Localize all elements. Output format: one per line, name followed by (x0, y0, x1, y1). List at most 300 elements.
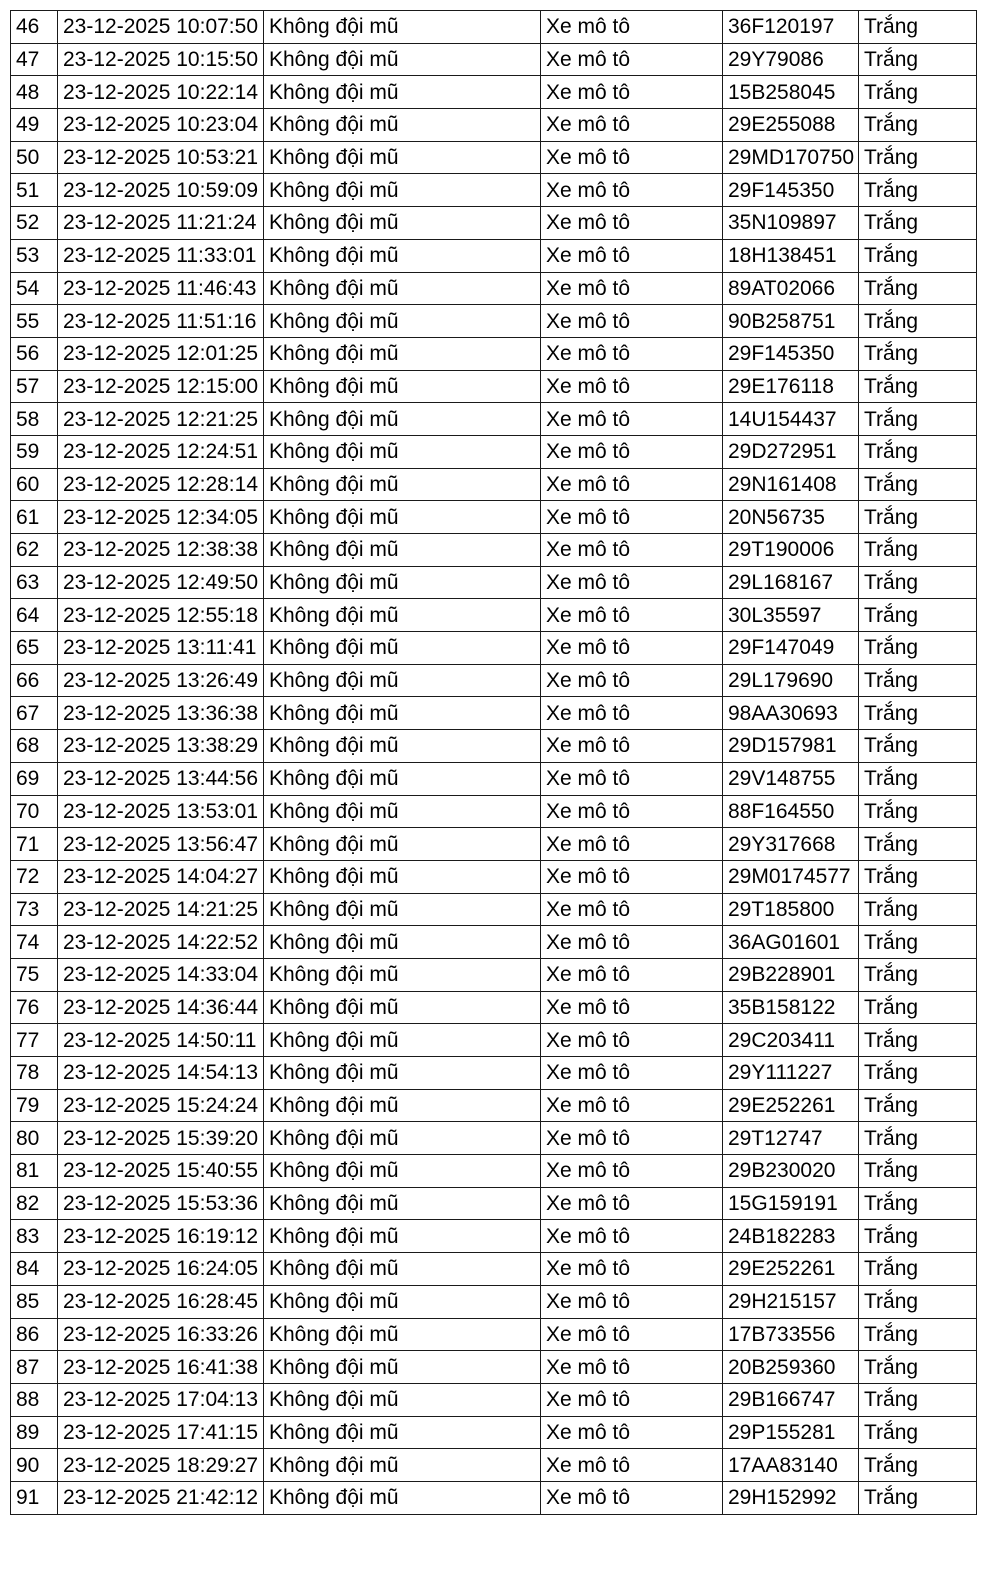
violation-cell: Không đội mũ (264, 1351, 541, 1384)
license-plate-cell: 29L168167 (723, 566, 859, 599)
table-row (11, 1024, 977, 1057)
license-plate-cell: 36F120197 (723, 11, 859, 44)
license-plate-cell: 29H152992 (723, 1481, 859, 1514)
plate-color-cell: Trắng (859, 1253, 977, 1286)
row-number-cell: 91 (11, 1481, 58, 1514)
table-row (11, 534, 977, 567)
timestamp-cell: 23-12-2025 11:46:43 (58, 272, 264, 305)
row-number-cell: 85 (11, 1285, 58, 1318)
row-number-cell: 50 (11, 141, 58, 174)
license-plate-cell: 17AA83140 (723, 1449, 859, 1482)
plate-color-cell: Trắng (859, 828, 977, 861)
violation-cell: Không đội mũ (264, 305, 541, 338)
table-row (11, 337, 977, 370)
vehicle-type-cell: Xe mô tô (541, 599, 723, 632)
row-number-cell: 88 (11, 1383, 58, 1416)
timestamp-cell: 23-12-2025 13:56:47 (58, 828, 264, 861)
row-number-cell: 83 (11, 1220, 58, 1253)
vehicle-type-cell: Xe mô tô (541, 1155, 723, 1188)
plate-color-cell: Trắng (859, 1089, 977, 1122)
violation-cell: Không đội mũ (264, 632, 541, 665)
plate-color-cell: Trắng (859, 1187, 977, 1220)
table-row (11, 958, 977, 991)
table-row (11, 762, 977, 795)
vehicle-type-cell: Xe mô tô (541, 11, 723, 44)
timestamp-cell: 23-12-2025 10:15:50 (58, 43, 264, 76)
table-row (11, 566, 977, 599)
timestamp-cell: 23-12-2025 12:38:38 (58, 534, 264, 567)
timestamp-cell: 23-12-2025 14:21:25 (58, 893, 264, 926)
plate-color-cell: Trắng (859, 1318, 977, 1351)
table-row (11, 1449, 977, 1482)
violation-cell: Không đội mũ (264, 1383, 541, 1416)
vehicle-type-cell: Xe mô tô (541, 1318, 723, 1351)
row-number-cell: 65 (11, 632, 58, 665)
plate-color-cell: Trắng (859, 43, 977, 76)
license-plate-cell: 35N109897 (723, 207, 859, 240)
violation-cell: Không đội mũ (264, 272, 541, 305)
vehicle-type-cell: Xe mô tô (541, 534, 723, 567)
timestamp-cell: 23-12-2025 16:19:12 (58, 1220, 264, 1253)
vehicle-type-cell: Xe mô tô (541, 109, 723, 142)
vehicle-type-cell: Xe mô tô (541, 1220, 723, 1253)
license-plate-cell: 29D272951 (723, 435, 859, 468)
violation-cell: Không đội mũ (264, 403, 541, 436)
license-plate-cell: 89AT02066 (723, 272, 859, 305)
vehicle-type-cell: Xe mô tô (541, 762, 723, 795)
plate-color-cell: Trắng (859, 1024, 977, 1057)
vehicle-type-cell: Xe mô tô (541, 1187, 723, 1220)
row-number-cell: 76 (11, 991, 58, 1024)
vehicle-type-cell: Xe mô tô (541, 370, 723, 403)
license-plate-cell: 29B228901 (723, 958, 859, 991)
table-row (11, 76, 977, 109)
vehicle-type-cell: Xe mô tô (541, 174, 723, 207)
row-number-cell: 69 (11, 762, 58, 795)
plate-color-cell: Trắng (859, 632, 977, 665)
table-row (11, 11, 977, 44)
violation-cell: Không đội mũ (264, 141, 541, 174)
vehicle-type-cell: Xe mô tô (541, 566, 723, 599)
plate-color-cell: Trắng (859, 1383, 977, 1416)
violation-cell: Không đội mũ (264, 926, 541, 959)
vehicle-type-cell: Xe mô tô (541, 795, 723, 828)
row-number-cell: 51 (11, 174, 58, 207)
table-row (11, 1122, 977, 1155)
violation-cell: Không đội mũ (264, 207, 541, 240)
vehicle-type-cell: Xe mô tô (541, 1285, 723, 1318)
timestamp-cell: 23-12-2025 21:42:12 (58, 1481, 264, 1514)
table-row (11, 730, 977, 763)
violation-cell: Không đội mũ (264, 1122, 541, 1155)
violation-cell: Không đội mũ (264, 468, 541, 501)
table-row (11, 599, 977, 632)
row-number-cell: 46 (11, 11, 58, 44)
license-plate-cell: 29B230020 (723, 1155, 859, 1188)
license-plate-cell: 29M0174577 (723, 860, 859, 893)
plate-color-cell: Trắng (859, 370, 977, 403)
table-row (11, 305, 977, 338)
license-plate-cell: 98AA30693 (723, 697, 859, 730)
license-plate-cell: 29E252261 (723, 1253, 859, 1286)
license-plate-cell: 29MD170750 (723, 141, 859, 174)
table-row (11, 1220, 977, 1253)
plate-color-cell: Trắng (859, 926, 977, 959)
license-plate-cell: 20N56735 (723, 501, 859, 534)
timestamp-cell: 23-12-2025 14:54:13 (58, 1057, 264, 1090)
plate-color-cell: Trắng (859, 1449, 977, 1482)
vehicle-type-cell: Xe mô tô (541, 1481, 723, 1514)
license-plate-cell: 29F145350 (723, 337, 859, 370)
vehicle-type-cell: Xe mô tô (541, 828, 723, 861)
timestamp-cell: 23-12-2025 16:28:45 (58, 1285, 264, 1318)
table-row (11, 1481, 977, 1514)
timestamp-cell: 23-12-2025 12:34:05 (58, 501, 264, 534)
vehicle-type-cell: Xe mô tô (541, 501, 723, 534)
plate-color-cell: Trắng (859, 730, 977, 763)
row-number-cell: 63 (11, 566, 58, 599)
violations-table-body (11, 11, 977, 1515)
license-plate-cell: 88F164550 (723, 795, 859, 828)
plate-color-cell: Trắng (859, 991, 977, 1024)
table-row (11, 1057, 977, 1090)
license-plate-cell: 17B733556 (723, 1318, 859, 1351)
plate-color-cell: Trắng (859, 599, 977, 632)
plate-color-cell: Trắng (859, 1481, 977, 1514)
plate-color-cell: Trắng (859, 11, 977, 44)
row-number-cell: 81 (11, 1155, 58, 1188)
violations-table (10, 10, 977, 1515)
plate-color-cell: Trắng (859, 1220, 977, 1253)
row-number-cell: 55 (11, 305, 58, 338)
table-row (11, 860, 977, 893)
row-number-cell: 79 (11, 1089, 58, 1122)
violation-cell: Không đội mũ (264, 435, 541, 468)
table-row (11, 272, 977, 305)
violation-cell: Không đội mũ (264, 1057, 541, 1090)
timestamp-cell: 23-12-2025 11:21:24 (58, 207, 264, 240)
timestamp-cell: 23-12-2025 11:51:16 (58, 305, 264, 338)
plate-color-cell: Trắng (859, 697, 977, 730)
vehicle-type-cell: Xe mô tô (541, 141, 723, 174)
timestamp-cell: 23-12-2025 13:11:41 (58, 632, 264, 665)
plate-color-cell: Trắng (859, 468, 977, 501)
vehicle-type-cell: Xe mô tô (541, 664, 723, 697)
violation-cell: Không đội mũ (264, 860, 541, 893)
license-plate-cell: 29Y79086 (723, 43, 859, 76)
timestamp-cell: 23-12-2025 10:23:04 (58, 109, 264, 142)
vehicle-type-cell: Xe mô tô (541, 43, 723, 76)
row-number-cell: 80 (11, 1122, 58, 1155)
row-number-cell: 52 (11, 207, 58, 240)
violation-cell: Không đội mũ (264, 762, 541, 795)
row-number-cell: 71 (11, 828, 58, 861)
license-plate-cell: 29L179690 (723, 664, 859, 697)
violation-cell: Không đội mũ (264, 795, 541, 828)
violation-cell: Không đội mũ (264, 828, 541, 861)
table-row (11, 1318, 977, 1351)
violation-cell: Không đội mũ (264, 43, 541, 76)
table-row (11, 207, 977, 240)
license-plate-cell: 29Y111227 (723, 1057, 859, 1090)
table-row (11, 893, 977, 926)
timestamp-cell: 23-12-2025 13:36:38 (58, 697, 264, 730)
vehicle-type-cell: Xe mô tô (541, 435, 723, 468)
vehicle-type-cell: Xe mô tô (541, 305, 723, 338)
table-row (11, 1253, 977, 1286)
table-row (11, 435, 977, 468)
license-plate-cell: 29E255088 (723, 109, 859, 142)
plate-color-cell: Trắng (859, 1155, 977, 1188)
timestamp-cell: 23-12-2025 12:01:25 (58, 337, 264, 370)
license-plate-cell: 35B158122 (723, 991, 859, 1024)
timestamp-cell: 23-12-2025 16:41:38 (58, 1351, 264, 1384)
row-number-cell: 64 (11, 599, 58, 632)
vehicle-type-cell: Xe mô tô (541, 860, 723, 893)
row-number-cell: 74 (11, 926, 58, 959)
plate-color-cell: Trắng (859, 207, 977, 240)
table-row (11, 1089, 977, 1122)
timestamp-cell: 23-12-2025 11:33:01 (58, 239, 264, 272)
timestamp-cell: 23-12-2025 12:24:51 (58, 435, 264, 468)
timestamp-cell: 23-12-2025 16:33:26 (58, 1318, 264, 1351)
timestamp-cell: 23-12-2025 17:04:13 (58, 1383, 264, 1416)
row-number-cell: 73 (11, 893, 58, 926)
timestamp-cell: 23-12-2025 15:39:20 (58, 1122, 264, 1155)
vehicle-type-cell: Xe mô tô (541, 958, 723, 991)
table-row (11, 1285, 977, 1318)
plate-color-cell: Trắng (859, 1351, 977, 1384)
row-number-cell: 57 (11, 370, 58, 403)
violation-cell: Không đội mũ (264, 1318, 541, 1351)
plate-color-cell: Trắng (859, 860, 977, 893)
table-row (11, 174, 977, 207)
timestamp-cell: 23-12-2025 10:22:14 (58, 76, 264, 109)
timestamp-cell: 23-12-2025 13:26:49 (58, 664, 264, 697)
vehicle-type-cell: Xe mô tô (541, 468, 723, 501)
violation-cell: Không đội mũ (264, 958, 541, 991)
plate-color-cell: Trắng (859, 1416, 977, 1449)
plate-color-cell: Trắng (859, 795, 977, 828)
license-plate-cell: 29F147049 (723, 632, 859, 665)
table-row (11, 697, 977, 730)
license-plate-cell: 14U154437 (723, 403, 859, 436)
vehicle-type-cell: Xe mô tô (541, 991, 723, 1024)
row-number-cell: 62 (11, 534, 58, 567)
violation-cell: Không đội mũ (264, 1416, 541, 1449)
violation-cell: Không đội mũ (264, 109, 541, 142)
violation-cell: Không đội mũ (264, 534, 541, 567)
timestamp-cell: 23-12-2025 10:59:09 (58, 174, 264, 207)
vehicle-type-cell: Xe mô tô (541, 893, 723, 926)
license-plate-cell: 29Y317668 (723, 828, 859, 861)
timestamp-cell: 23-12-2025 15:53:36 (58, 1187, 264, 1220)
plate-color-cell: Trắng (859, 534, 977, 567)
violation-cell: Không đội mũ (264, 664, 541, 697)
vehicle-type-cell: Xe mô tô (541, 1351, 723, 1384)
plate-color-cell: Trắng (859, 141, 977, 174)
timestamp-cell: 23-12-2025 13:53:01 (58, 795, 264, 828)
violation-cell: Không đội mũ (264, 1220, 541, 1253)
table-row (11, 370, 977, 403)
timestamp-cell: 23-12-2025 14:33:04 (58, 958, 264, 991)
row-number-cell: 49 (11, 109, 58, 142)
row-number-cell: 70 (11, 795, 58, 828)
row-number-cell: 66 (11, 664, 58, 697)
plate-color-cell: Trắng (859, 1285, 977, 1318)
license-plate-cell: 15G159191 (723, 1187, 859, 1220)
plate-color-cell: Trắng (859, 664, 977, 697)
row-number-cell: 78 (11, 1057, 58, 1090)
vehicle-type-cell: Xe mô tô (541, 272, 723, 305)
violation-cell: Không đội mũ (264, 337, 541, 370)
row-number-cell: 89 (11, 1416, 58, 1449)
timestamp-cell: 23-12-2025 15:24:24 (58, 1089, 264, 1122)
plate-color-cell: Trắng (859, 305, 977, 338)
violation-cell: Không đội mũ (264, 599, 541, 632)
timestamp-cell: 23-12-2025 14:36:44 (58, 991, 264, 1024)
timestamp-cell: 23-12-2025 12:49:50 (58, 566, 264, 599)
plate-color-cell: Trắng (859, 76, 977, 109)
vehicle-type-cell: Xe mô tô (541, 207, 723, 240)
vehicle-type-cell: Xe mô tô (541, 239, 723, 272)
table-row (11, 109, 977, 142)
table-row (11, 501, 977, 534)
license-plate-cell: 29B166747 (723, 1383, 859, 1416)
plate-color-cell: Trắng (859, 501, 977, 534)
row-number-cell: 72 (11, 860, 58, 893)
vehicle-type-cell: Xe mô tô (541, 632, 723, 665)
row-number-cell: 60 (11, 468, 58, 501)
vehicle-type-cell: Xe mô tô (541, 1057, 723, 1090)
violation-cell: Không đội mũ (264, 1024, 541, 1057)
plate-color-cell: Trắng (859, 174, 977, 207)
vehicle-type-cell: Xe mô tô (541, 1253, 723, 1286)
violation-cell: Không đội mũ (264, 1089, 541, 1122)
license-plate-cell: 29T190006 (723, 534, 859, 567)
timestamp-cell: 23-12-2025 14:22:52 (58, 926, 264, 959)
row-number-cell: 87 (11, 1351, 58, 1384)
violation-cell: Không đội mũ (264, 1253, 541, 1286)
timestamp-cell: 23-12-2025 12:28:14 (58, 468, 264, 501)
row-number-cell: 54 (11, 272, 58, 305)
violation-cell: Không đội mũ (264, 730, 541, 763)
table-row (11, 632, 977, 665)
timestamp-cell: 23-12-2025 12:15:00 (58, 370, 264, 403)
violation-cell: Không đội mũ (264, 11, 541, 44)
table-row (11, 141, 977, 174)
plate-color-cell: Trắng (859, 435, 977, 468)
plate-color-cell: Trắng (859, 272, 977, 305)
table-row (11, 991, 977, 1024)
vehicle-type-cell: Xe mô tô (541, 1383, 723, 1416)
license-plate-cell: 29C203411 (723, 1024, 859, 1057)
violation-cell: Không đội mũ (264, 893, 541, 926)
license-plate-cell: 18H138451 (723, 239, 859, 272)
violation-cell: Không đội mũ (264, 1449, 541, 1482)
license-plate-cell: 20B259360 (723, 1351, 859, 1384)
table-row (11, 1155, 977, 1188)
violation-cell: Không đội mũ (264, 697, 541, 730)
table-row (11, 1383, 977, 1416)
violation-cell: Không đội mũ (264, 174, 541, 207)
vehicle-type-cell: Xe mô tô (541, 76, 723, 109)
row-number-cell: 90 (11, 1449, 58, 1482)
plate-color-cell: Trắng (859, 337, 977, 370)
table-row (11, 795, 977, 828)
violation-cell: Không đội mũ (264, 501, 541, 534)
vehicle-type-cell: Xe mô tô (541, 697, 723, 730)
timestamp-cell: 23-12-2025 16:24:05 (58, 1253, 264, 1286)
license-plate-cell: 29E176118 (723, 370, 859, 403)
table-row (11, 43, 977, 76)
vehicle-type-cell: Xe mô tô (541, 926, 723, 959)
timestamp-cell: 23-12-2025 15:40:55 (58, 1155, 264, 1188)
row-number-cell: 67 (11, 697, 58, 730)
plate-color-cell: Trắng (859, 1122, 977, 1155)
license-plate-cell: 29V148755 (723, 762, 859, 795)
vehicle-type-cell: Xe mô tô (541, 730, 723, 763)
row-number-cell: 47 (11, 43, 58, 76)
row-number-cell: 84 (11, 1253, 58, 1286)
violation-cell: Không đội mũ (264, 1155, 541, 1188)
table-row (11, 1416, 977, 1449)
plate-color-cell: Trắng (859, 239, 977, 272)
table-row (11, 1351, 977, 1384)
row-number-cell: 77 (11, 1024, 58, 1057)
row-number-cell: 59 (11, 435, 58, 468)
violation-cell: Không đội mũ (264, 239, 541, 272)
violation-cell: Không đội mũ (264, 1481, 541, 1514)
license-plate-cell: 29T185800 (723, 893, 859, 926)
violation-cell: Không đội mũ (264, 566, 541, 599)
timestamp-cell: 23-12-2025 13:38:29 (58, 730, 264, 763)
timestamp-cell: 23-12-2025 13:44:56 (58, 762, 264, 795)
row-number-cell: 68 (11, 730, 58, 763)
violation-cell: Không đội mũ (264, 991, 541, 1024)
license-plate-cell: 30L35597 (723, 599, 859, 632)
timestamp-cell: 23-12-2025 12:21:25 (58, 403, 264, 436)
license-plate-cell: 29F145350 (723, 174, 859, 207)
timestamp-cell: 23-12-2025 17:41:15 (58, 1416, 264, 1449)
plate-color-cell: Trắng (859, 762, 977, 795)
timestamp-cell: 23-12-2025 18:29:27 (58, 1449, 264, 1482)
license-plate-cell: 29P155281 (723, 1416, 859, 1449)
row-number-cell: 58 (11, 403, 58, 436)
license-plate-cell: 90B258751 (723, 305, 859, 338)
row-number-cell: 61 (11, 501, 58, 534)
table-row (11, 664, 977, 697)
license-plate-cell: 29E252261 (723, 1089, 859, 1122)
table-row (11, 403, 977, 436)
license-plate-cell: 29N161408 (723, 468, 859, 501)
plate-color-cell: Trắng (859, 566, 977, 599)
license-plate-cell: 29H215157 (723, 1285, 859, 1318)
row-number-cell: 82 (11, 1187, 58, 1220)
table-row (11, 926, 977, 959)
row-number-cell: 48 (11, 76, 58, 109)
table-row (11, 828, 977, 861)
plate-color-cell: Trắng (859, 109, 977, 142)
row-number-cell: 75 (11, 958, 58, 991)
plate-color-cell: Trắng (859, 893, 977, 926)
row-number-cell: 56 (11, 337, 58, 370)
table-row (11, 468, 977, 501)
violation-cell: Không đội mũ (264, 370, 541, 403)
vehicle-type-cell: Xe mô tô (541, 1416, 723, 1449)
table-row (11, 239, 977, 272)
license-plate-cell: 15B258045 (723, 76, 859, 109)
